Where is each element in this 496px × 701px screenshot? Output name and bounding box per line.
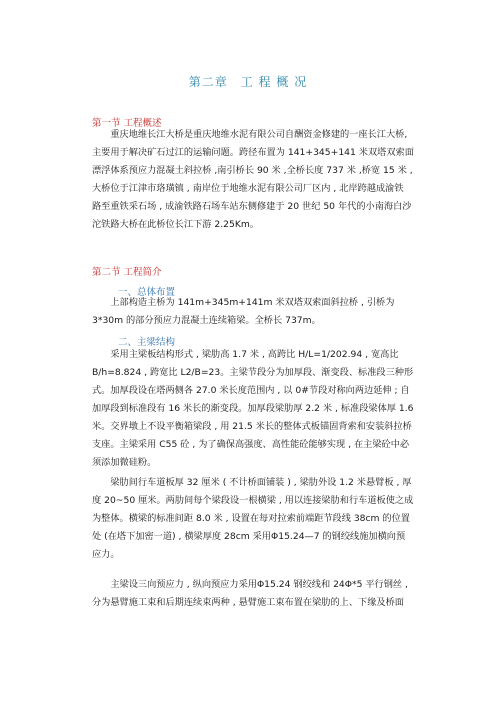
text-line: 主要用于解决矿石过江的运输问题。跨径布置为 141+345+141 米双塔双索面 — [92, 147, 414, 158]
girder-paragraph-1 — [92, 346, 412, 472]
text-line: 3*30m 的部分预应力混凝土连续箱梁。全桥长 737m。 — [92, 315, 321, 326]
overview-paragraph — [92, 126, 412, 234]
girder-paragraph-3 — [92, 576, 412, 612]
text-line: 大桥位于江津市珞璜镇 , 南岸位于地维水泥有限公司厂区内 , 北岸跨越成渝铁 — [92, 183, 404, 194]
text-line: 分为悬臂施工束和后期连续束两种 , 悬臂施工束布置在梁肋的上、下缘及桥面 — [92, 597, 404, 608]
text-line: 重庆地维长江大桥是重庆地维水泥有限公司自酬资金修建的一座长江大桥, — [92, 129, 408, 140]
text-line: 梁肋间行车道板厚 32 厘米 ( 不计桥面铺装 ) , 梁肋外设 1.2 米悬臂板 , 厚 — [92, 477, 412, 488]
text-line: 为整体。横梁的标准间距 8.0 米 , 设置在每对拉索前端距节段线 38cm 的位置 — [92, 513, 410, 524]
text-line: B/h=8.824 , 跨宽比 L2/B=23。主梁节段分为加厚段、渐变段、标准段三种形 — [92, 367, 414, 378]
subsection-title-layout: 一、总体布置 — [118, 287, 176, 298]
section-title-intro: 第二节 工程简介 — [92, 267, 162, 278]
text-line: 米。交界墩上不设平衡箱梁段 , 用 21.5 米长的整体式板锚固背索和安装斜拉桥 — [92, 421, 412, 432]
girder-paragraph-2 — [92, 474, 412, 564]
chapter-title: 第二章 工 程 概 况 — [188, 75, 308, 89]
text-line: 上部构造主桥为 141m+345m+141m 米双塔双索面斜拉桥 , 引桥为 — [92, 297, 395, 308]
text-line: 采用主梁板结构形式 , 梁肋高 1.7 米 , 高跨比 H/L=1/202.94 , 宽高比 — [92, 349, 399, 360]
text-line: 加厚段到标准段有 16 米长的渐变段。加厚段梁肋厚 2.2 米 , 标准段梁体厚 1.6 — [92, 403, 414, 414]
text-line: 须添加微硅粉。 — [92, 457, 157, 468]
subsection-title-girder: 二、主梁结构 — [118, 337, 176, 348]
text-line: 式。加厚段设在塔两侧各 27.0 米长度范围内 , 以 0#节段对称向两边延伸 ; 自 — [92, 385, 410, 396]
text-line: 路至重铁采石场 , 成渝铁路石场车站东侧修建于 20 世纪 50 年代的小南海白沙 — [92, 201, 412, 212]
text-line: 主梁设三向预应力 , 纵向预应力采用Φ15.24 钢绞线和 24Φ*5 平行钢丝 , — [92, 579, 408, 590]
text-line: 漂浮体系预应力混凝土斜拉桥 ,南引桥长 90 米 ,全桥长度 737 米 ,桥宽 15 米 , — [92, 165, 413, 176]
text-line: 应力。 — [92, 549, 120, 560]
text-line: 度 20~50 厘米。两肋间每个梁段设一根横梁 , 用以连接梁肋和行车道板使之成 — [92, 495, 414, 506]
section-title-overview: 第一节 工程概述 — [92, 118, 162, 129]
text-line: 处 (在塔下加密一道) , 横梁厚度 28cm 采用Φ15.24—7 的钢绞线施加横向预 — [92, 531, 406, 542]
text-line: 支座。主梁采用 C55 砼 , 为了确保高强度、高性能砼能够实现 , 在主梁砼中必 — [92, 439, 410, 450]
text-line: 沱铁路大桥在此桥位长江下游 2.25Km。 — [92, 219, 259, 230]
layout-paragraph — [92, 294, 412, 330]
